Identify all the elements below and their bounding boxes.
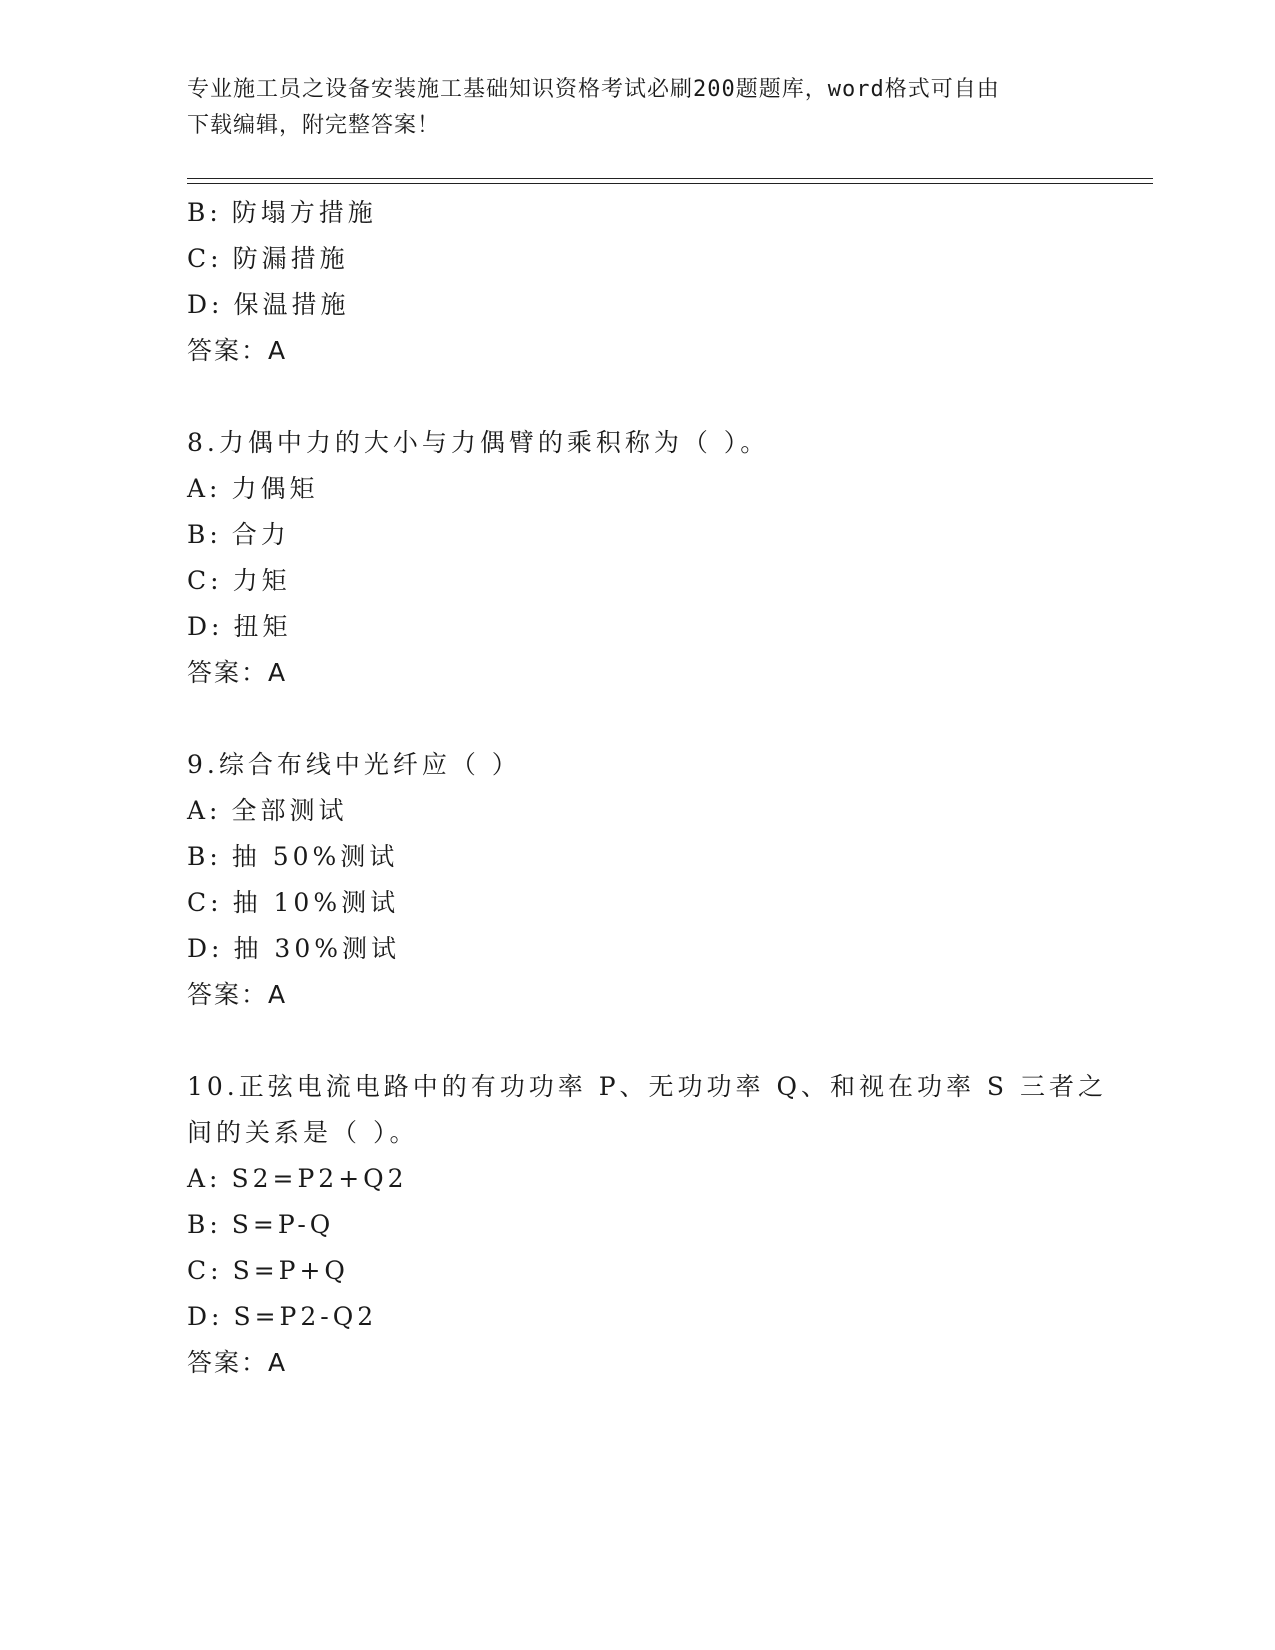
option-letter: C: xyxy=(187,244,223,273)
option-text: 抽 30%测试 xyxy=(233,934,400,963)
question-9 xyxy=(187,742,1087,1018)
option-letter: C: xyxy=(187,566,223,595)
option-letter: D: xyxy=(187,290,224,319)
option-d xyxy=(187,282,1087,328)
option-a xyxy=(187,466,1087,512)
option-letter: B: xyxy=(187,842,222,871)
option-letter: D: xyxy=(187,612,224,641)
option-d xyxy=(187,1294,1087,1340)
option-c xyxy=(187,558,1087,604)
option-d xyxy=(187,926,1087,972)
option-letter: B: xyxy=(187,520,222,549)
option-a xyxy=(187,788,1087,834)
option-text: 扭矩 xyxy=(233,612,292,641)
option-c xyxy=(187,236,1087,282)
header-divider-bottom xyxy=(187,183,1153,184)
spacer xyxy=(187,696,1087,742)
option-text: 力矩 xyxy=(232,566,291,595)
question-8 xyxy=(187,420,1087,696)
option-text: S2=P2+Q2 xyxy=(231,1164,408,1193)
option-text: 抽 10%测试 xyxy=(232,888,400,917)
answer-line: 答案：A xyxy=(187,980,288,1009)
option-text: 保温措施 xyxy=(233,290,350,319)
question-stem: 8.力偶中力的大小与力偶臂的乘积称为（ ）。 xyxy=(187,428,770,457)
answer-line: 答案：A xyxy=(187,1348,288,1377)
question-stem-line-1: 10.正弦电流电路中的有功功率 P、无功功率 Q、和视在功率 S 三者之 xyxy=(187,1072,1107,1101)
option-a xyxy=(187,1156,1087,1202)
question-10 xyxy=(187,1064,1107,1386)
question-7-continued xyxy=(187,190,1087,374)
option-text: 力偶矩 xyxy=(231,474,319,503)
question-stem: 9.综合布线中光纤应（ ） xyxy=(187,750,521,779)
option-letter: D: xyxy=(187,1302,224,1331)
option-b xyxy=(187,1202,1087,1248)
document-body xyxy=(187,190,1107,1386)
option-letter: B: xyxy=(187,1210,222,1239)
option-d xyxy=(187,604,1087,650)
option-b xyxy=(187,512,1087,558)
option-letter: A: xyxy=(187,474,222,503)
option-letter: B: xyxy=(187,198,222,227)
option-c xyxy=(187,1248,1087,1294)
header-divider-top xyxy=(187,178,1153,179)
header-line-2: 下载编辑，附完整答案！ xyxy=(187,113,441,138)
option-text: 合力 xyxy=(231,520,290,549)
option-letter: C: xyxy=(187,1256,223,1285)
option-text: 防漏措施 xyxy=(232,244,349,273)
answer-line: 答案：A xyxy=(187,336,288,365)
option-text: S=P-Q xyxy=(231,1210,335,1239)
answer-line: 答案：A xyxy=(187,658,288,687)
spacer xyxy=(187,1018,1087,1064)
option-b xyxy=(187,190,1087,236)
option-b xyxy=(187,834,1087,880)
option-text: 全部测试 xyxy=(231,796,348,825)
option-text: 抽 50%测试 xyxy=(231,842,399,871)
option-text: 防塌方措施 xyxy=(231,198,377,227)
header-line-1: 专业施工员之设备安装施工基础知识资格考试必刷200题题库，word格式可自由 xyxy=(187,77,1000,102)
option-text: S=P+Q xyxy=(232,1256,349,1285)
option-letter: C: xyxy=(187,888,223,917)
question-stem-line-2: 间的关系是（ ）。 xyxy=(187,1118,419,1147)
option-letter: D: xyxy=(187,934,224,963)
option-c xyxy=(187,880,1087,926)
document-header xyxy=(187,72,1067,144)
option-text: S=P2-Q2 xyxy=(233,1302,378,1331)
spacer xyxy=(187,374,1087,420)
option-letter: A: xyxy=(187,796,222,825)
option-letter: A: xyxy=(187,1164,222,1193)
